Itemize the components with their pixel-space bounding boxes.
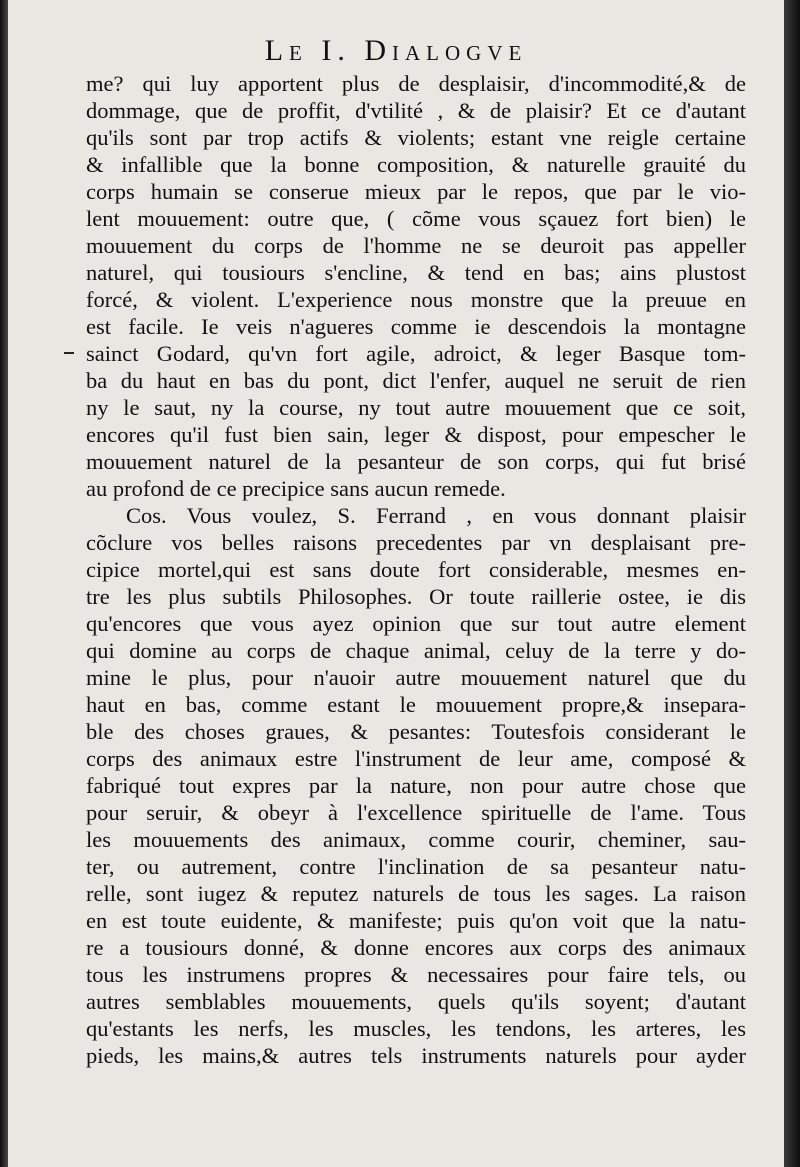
text-line: ble des choses graues, & pesantes: Toutesfois considerant le: [86, 719, 746, 744]
text-line: forcé, & violent. L'experience nous monstre que la preuue en: [86, 287, 746, 312]
text-line: mouuement naturel de la pesanteur de son corps, qui fut brisé: [86, 449, 746, 474]
margin-mark: [64, 352, 74, 354]
text-line: sainct Godard, qu'vn fort agile, adroict, & leger Basque tom-: [86, 341, 746, 366]
text-line: & infallible que la bonne composition, & naturelle grauité du: [86, 152, 746, 177]
body-text: [86, 70, 746, 1069]
text-line: ba du haut en bas du pont, dict l'enfer, auquel ne seruit de rien: [86, 368, 746, 393]
text-line: re a tousiours donné, & donne encores aux corps des animaux: [86, 935, 746, 960]
text-line: ter, ou autrement, contre l'inclination de sa pesanteur natu-: [86, 854, 746, 879]
text-line: corps humain se conserue mieux par le repos, que par le vio-: [86, 179, 746, 204]
text-line: autres semblables mouuements, quels qu'ils soyent; d'autant: [86, 989, 746, 1014]
text-line: Cos. Vous voulez, S. Ferrand , en vous donnant plaisir: [126, 503, 746, 528]
text-line: corps des animaux estre l'instrument de leur ame, composé &: [86, 746, 746, 771]
text-line: en est toute euidente, & manifeste; puis qu'on voit que la natu-: [86, 908, 746, 933]
text-line: qu'ils sont par trop actifs & violents; estant vne reigle certaine: [86, 125, 746, 150]
running-head: Le I. Dialogve: [264, 34, 528, 67]
scan-border-right: [784, 0, 800, 1167]
text-line: dommage, que de proffit, d'vtilité , & de plaisir? Et ce d'autant: [86, 98, 746, 123]
scan-border-left: [0, 0, 8, 1167]
text-line: est facile. Ie veis n'agueres comme ie descendois la montagne: [86, 314, 746, 339]
text-line: qu'estants les nerfs, les muscles, les tendons, les arteres, les: [86, 1016, 746, 1041]
text-line: fabriqué tout expres par la nature, non pour autre chose que: [86, 773, 746, 798]
book-page: [8, 0, 784, 1167]
text-line: pieds, les mains,& autres tels instruments naturels pour ayder: [86, 1043, 746, 1068]
text-line: cipice mortel,qui est sans doute fort considerable, mesmes en-: [86, 557, 746, 582]
text-line: mouuement du corps de l'homme ne se deuroit pas appeller: [86, 233, 746, 258]
text-line: les mouuements des animaux, comme courir, cheminer, sau-: [86, 827, 746, 852]
text-line: naturel, qui tousiours s'encline, & tend en bas; ains plustost: [86, 260, 746, 285]
text-line: tous les instrumens propres & necessaires pour faire tels, ou: [86, 962, 746, 987]
text-line: lent mouuement: outre que, ( cõme vous sçauez fort bien) le: [86, 206, 746, 231]
text-line: pour seruir, & obeyr à l'excellence spirituelle de l'ame. Tous: [86, 800, 746, 825]
text-line: ny le saut, ny la course, ny tout autre mouuement que ce soit,: [86, 395, 746, 420]
text-line: cõclure vos belles raisons precedentes par vn desplaisant pre-: [86, 530, 746, 555]
text-line: haut en bas, comme estant le mouuement propre,& insepara-: [86, 692, 746, 717]
text-line: au profond de ce precipice sans aucun remede.: [86, 476, 506, 501]
text-line: tre les plus subtils Philosophes. Or toute raillerie ostee, ie dis: [86, 584, 746, 609]
text-line: encores qu'il fust bien sain, leger & dispost, pour empescher le: [86, 422, 746, 447]
text-line: me? qui luy apportent plus de desplaisir, d'incommodité,& de: [86, 71, 746, 96]
text-line: relle, sont iugez & reputez naturels de tous les sages. La raison: [86, 881, 746, 906]
text-line: qui domine au corps de chaque animal, celuy de la terre y do-: [86, 638, 746, 663]
text-line: mine le plus, pour n'auoir autre mouuement naturel que du: [86, 665, 746, 690]
text-line: qu'encores que vous ayez opinion que sur tout autre element: [86, 611, 746, 636]
